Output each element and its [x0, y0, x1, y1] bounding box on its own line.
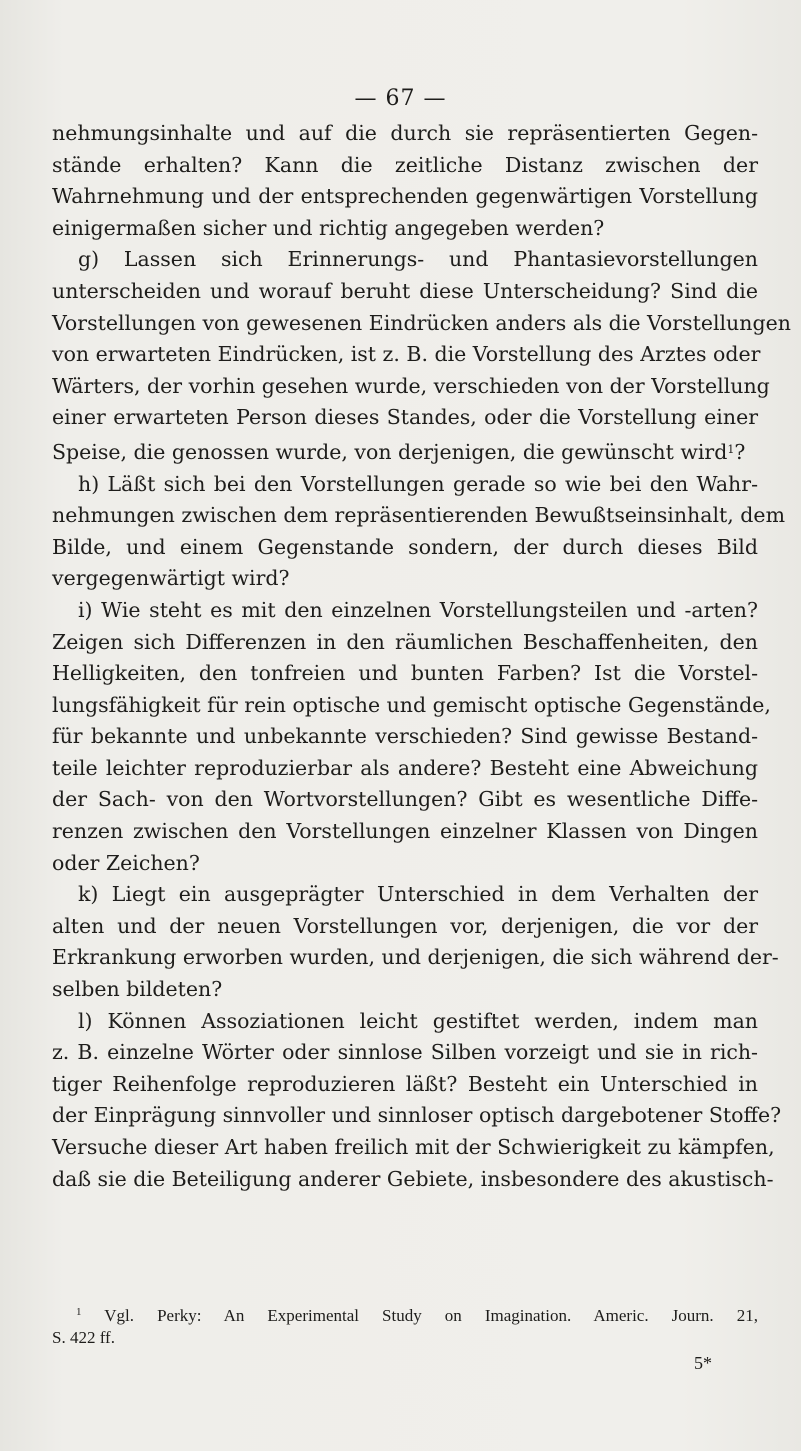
text-line: g) Lassen sich Erinnerungs- und Phantasievorstellungen [78, 247, 758, 272]
text-line: z. B. einzelne Wörter oder sinnlose Silben vorzeigt und sie in rich- [52, 1040, 758, 1065]
text-line: unterscheiden und worauf beruht diese Unterscheidung? Sind die [52, 278, 758, 303]
text-line: tiger Reihenfolge reproduzieren läßt? Besteht ein Unterschied in [52, 1071, 758, 1096]
page-number: — 67 — [354, 86, 447, 111]
text-line: teile leichter reproduzierbar als andere? Besteht eine Abweichung [52, 755, 758, 780]
text-line: Speise, die genossen wurde, von derjenigen, die gewünscht wird [52, 439, 728, 464]
text-line: i) Wie steht es mit den einzelnen Vorstellungsteilen und -arten? [78, 597, 758, 622]
text-line: Erkrankung erworben wurden, und derjenigen, die sich während der- [52, 945, 779, 970]
text-line: einigermaßen sicher und richtig angegeben werden? [52, 215, 605, 240]
text-line: Bilde, und einem Gegenstande sondern, der durch dieses Bild [52, 534, 758, 559]
text-line: vergegenwärtigt wird? [52, 566, 290, 591]
text-line: daß sie die Beteiligung anderer Gebiete, insbesondere des akustisch- [52, 1166, 774, 1191]
text-line: Zeigen sich Differenzen in den räumlichen Beschaffenheiten, den [52, 629, 758, 654]
text-line: nehmungsinhalte und auf die durch sie repräsentierten Gegen- [52, 121, 758, 145]
text-line: stände erhalten? Kann die zeitliche Distanz zwischen der [52, 152, 758, 177]
footnote-reference[interactable]: 1 [727, 442, 735, 456]
text-line: einer erwarteten Person dieses Standes, oder die Vorstellung einer [52, 405, 758, 430]
text-line: Helligkeiten, den tonfreien und bunten Farben? Ist die Vorstel- [52, 661, 758, 686]
text-line: Versuche dieser Art haben freilich mit der Schwierigkeit zu kämpfen, [52, 1135, 775, 1159]
text-line: l) Können Assoziationen leicht gestiftet werden, indem man [78, 1008, 758, 1033]
text-line: für bekannte und unbekannte verschieden? Sind gewisse Bestand- [52, 724, 758, 749]
text-line: Vorstellungen von gewesenen Eindrücken anders als die Vorstellungen [52, 310, 791, 335]
text-line: renzen zwischen den Vorstellungen einzelner Klassen von Dingen [52, 819, 758, 844]
text-line: selben bildeten? [52, 977, 223, 1002]
text-line: k) Liegt ein ausgeprägter Unterschied in dem Verhalten der [78, 882, 758, 907]
text-line: oder Zeichen? [52, 850, 200, 875]
footnote-text: Vgl. Perky: An Experimental Study on Imagination. Americ. Journ. 21, [104, 1306, 758, 1325]
text-line: Wahrnehmung und der entsprechenden gegenwärtigen Vorstellung [52, 184, 758, 209]
printer-signature: 5* [694, 1353, 712, 1373]
text-line: der Einprägung sinnvoller und sinnloser optisch dargebotener Stoffe? [52, 1103, 782, 1128]
text-line: von erwarteten Eindrücken, ist z. B. die Vorstellung des Arztes oder [52, 342, 761, 367]
text-line: nehmungen zwischen dem repräsentierenden Bewußtseinsinhalt, dem [52, 503, 786, 528]
footnote [52, 1301, 758, 1349]
text-line: h) Läßt sich bei den Vorstellungen gerade so wie bei den Wahr- [78, 471, 758, 496]
text-line: lungsfähigkeit für rein optische und gemischt optische Gegenstände, [52, 692, 771, 717]
footnote-line: S. 422 ff. [52, 1328, 115, 1347]
body-text [52, 118, 791, 1195]
footnote-marker: 1 [76, 1306, 82, 1318]
line-suffix: ? [734, 439, 746, 464]
text-line: der Sach- von den Wortvorstellungen? Gibt es wesentliche Diffe- [52, 787, 758, 812]
text-line: alten und der neuen Vorstellungen vor, derjenigen, die vor der [52, 913, 758, 938]
text-line-with-footnote [52, 434, 758, 469]
text-line: Wärters, der vorhin gesehen wurde, verschieden von der Vorstellung [52, 373, 770, 398]
footnote-line [52, 1301, 758, 1327]
